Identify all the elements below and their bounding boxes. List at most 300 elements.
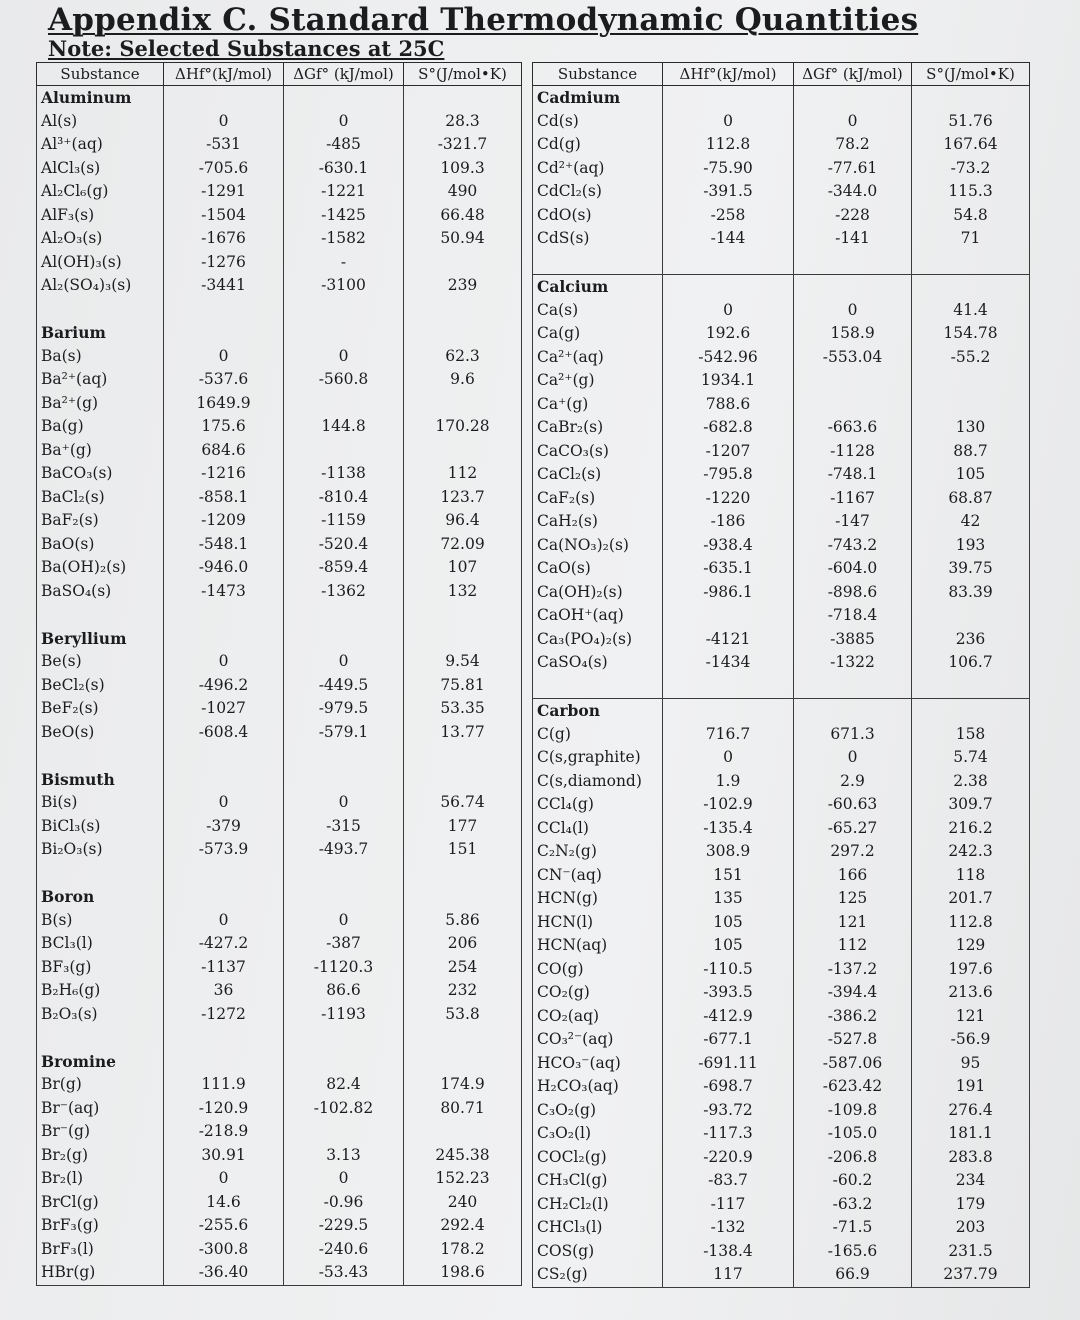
table-header-row xyxy=(533,63,1030,86)
substance-cell: Ca(s) xyxy=(533,299,663,323)
entropy-cell: -55.2 xyxy=(912,346,1030,370)
enthalpy-cell: -120.9 xyxy=(164,1097,284,1121)
enthalpy-cell xyxy=(164,1026,284,1050)
substance-cell: AlF₃(s) xyxy=(37,204,164,228)
entropy-cell: 28.3 xyxy=(404,110,522,134)
enthalpy-cell: -1216 xyxy=(164,462,284,486)
gibbs-cell: -449.5 xyxy=(284,674,404,698)
gibbs-cell xyxy=(794,393,912,417)
enthalpy-cell: -1220 xyxy=(663,487,794,511)
entropy-cell: 174.9 xyxy=(404,1073,522,1097)
table-row xyxy=(533,299,1030,323)
table-row xyxy=(37,1144,522,1168)
enthalpy-cell: -144 xyxy=(663,227,794,251)
table-row xyxy=(37,533,522,557)
enthalpy-cell: -83.7 xyxy=(663,1169,794,1193)
entropy-cell: 66.48 xyxy=(404,204,522,228)
table-row xyxy=(37,744,522,768)
entropy-cell: 177 xyxy=(404,815,522,839)
enthalpy-cell: 105 xyxy=(663,911,794,935)
gibbs-cell: -71.5 xyxy=(794,1216,912,1240)
entropy-cell xyxy=(912,675,1030,699)
table-row xyxy=(533,133,1030,157)
gibbs-cell: -718.4 xyxy=(794,604,912,628)
gibbs-cell: -315 xyxy=(284,815,404,839)
entropy-cell: 170.28 xyxy=(404,415,522,439)
table-row xyxy=(533,1240,1030,1264)
entropy-cell xyxy=(404,603,522,627)
substance-cell: CCl₄(g) xyxy=(533,793,663,817)
substance-cell: Ba(g) xyxy=(37,415,164,439)
enthalpy-cell: -677.1 xyxy=(663,1028,794,1052)
enthalpy-cell: 117 xyxy=(663,1263,794,1287)
table-row xyxy=(37,721,522,745)
gibbs-cell: -77.61 xyxy=(794,157,912,181)
table-row xyxy=(533,793,1030,817)
entropy-cell xyxy=(404,1050,522,1074)
table-row xyxy=(37,956,522,980)
substance-cell: Bi₂O₃(s) xyxy=(37,838,164,862)
entropy-cell: 96.4 xyxy=(404,509,522,533)
entropy-cell: 68.87 xyxy=(912,487,1030,511)
gibbs-cell: 671.3 xyxy=(794,723,912,747)
enthalpy-cell: -858.1 xyxy=(164,486,284,510)
substance-cell: BrF₃(l) xyxy=(37,1238,164,1262)
entropy-cell xyxy=(912,604,1030,628)
table-row xyxy=(37,791,522,815)
enthalpy-cell: 151 xyxy=(663,864,794,888)
gibbs-cell xyxy=(794,251,912,275)
substance-cell xyxy=(37,744,164,768)
table-row xyxy=(533,1075,1030,1099)
entropy-cell: 41.4 xyxy=(912,299,1030,323)
entropy-cell: 5.74 xyxy=(912,746,1030,770)
enthalpy-cell: -75.90 xyxy=(663,157,794,181)
substance-cell: C₃O₂(l) xyxy=(533,1122,663,1146)
table-row xyxy=(37,1167,522,1191)
enthalpy-cell: -986.1 xyxy=(663,581,794,605)
enthalpy-cell xyxy=(164,768,284,792)
substance-cell: Al³⁺(aq) xyxy=(37,133,164,157)
table-row xyxy=(533,1028,1030,1052)
table-row xyxy=(533,651,1030,675)
col-entropy: S°(J/mol•K) xyxy=(404,63,522,86)
entropy-cell xyxy=(912,251,1030,275)
gibbs-cell: -979.5 xyxy=(284,697,404,721)
table-row xyxy=(37,1238,522,1262)
enthalpy-cell: 14.6 xyxy=(164,1191,284,1215)
substance-cell: BrCl(g) xyxy=(37,1191,164,1215)
gibbs-cell xyxy=(794,275,912,299)
gibbs-cell: -1322 xyxy=(794,651,912,675)
enthalpy-cell: -705.6 xyxy=(164,157,284,181)
entropy-cell xyxy=(912,393,1030,417)
entropy-cell xyxy=(404,439,522,463)
substance-cell: Ca(NO₃)₂(s) xyxy=(533,534,663,558)
entropy-cell: 130 xyxy=(912,416,1030,440)
table-row xyxy=(533,369,1030,393)
substance-cell: Bismuth xyxy=(37,768,164,792)
enthalpy-cell: -795.8 xyxy=(663,463,794,487)
table-row xyxy=(37,1120,522,1144)
substance-cell: BrF₃(g) xyxy=(37,1214,164,1238)
gibbs-cell xyxy=(284,1026,404,1050)
gibbs-cell xyxy=(284,1050,404,1074)
substance-cell: BaSO₄(s) xyxy=(37,580,164,604)
gibbs-cell: -587.06 xyxy=(794,1052,912,1076)
entropy-cell: 121 xyxy=(912,1005,1030,1029)
gibbs-cell: 166 xyxy=(794,864,912,888)
col-gibbs: ΔGf° (kJ/mol) xyxy=(794,63,912,86)
entropy-cell: 167.64 xyxy=(912,133,1030,157)
enthalpy-cell xyxy=(164,86,284,110)
enthalpy-cell: -138.4 xyxy=(663,1240,794,1264)
gibbs-cell xyxy=(284,392,404,416)
substance-cell: BaO(s) xyxy=(37,533,164,557)
substance-cell: Br(g) xyxy=(37,1073,164,1097)
enthalpy-cell: 112.8 xyxy=(663,133,794,157)
table-row xyxy=(37,251,522,275)
enthalpy-cell: -93.72 xyxy=(663,1099,794,1123)
gibbs-cell: -604.0 xyxy=(794,557,912,581)
table-row xyxy=(37,462,522,486)
substance-cell: CdO(s) xyxy=(533,204,663,228)
entropy-cell: 129 xyxy=(912,934,1030,958)
entropy-cell: 158 xyxy=(912,723,1030,747)
gibbs-cell: 0 xyxy=(794,110,912,134)
substance-cell xyxy=(37,298,164,322)
table-row xyxy=(533,534,1030,558)
enthalpy-cell: 684.6 xyxy=(164,439,284,463)
enthalpy-cell: -393.5 xyxy=(663,981,794,1005)
entropy-cell: 154.78 xyxy=(912,322,1030,346)
substance-cell xyxy=(533,675,663,699)
table-row xyxy=(533,887,1030,911)
table-row xyxy=(37,815,522,839)
entropy-cell: 237.79 xyxy=(912,1263,1030,1287)
entropy-cell: 106.7 xyxy=(912,651,1030,675)
entropy-cell xyxy=(404,885,522,909)
substance-cell: Ca(g) xyxy=(533,322,663,346)
table-row xyxy=(533,934,1030,958)
enthalpy-cell: -36.40 xyxy=(164,1261,284,1285)
substance-cell: CaSO₄(s) xyxy=(533,651,663,675)
gibbs-cell xyxy=(284,627,404,651)
table-row xyxy=(37,110,522,134)
enthalpy-cell: -1291 xyxy=(164,180,284,204)
table-row xyxy=(533,840,1030,864)
table-row xyxy=(533,180,1030,204)
entropy-cell xyxy=(404,627,522,651)
gibbs-cell: -520.4 xyxy=(284,533,404,557)
substance-cell: Al(OH)₃(s) xyxy=(37,251,164,275)
table-row xyxy=(533,1005,1030,1029)
gibbs-cell: 112 xyxy=(794,934,912,958)
entropy-cell: 118 xyxy=(912,864,1030,888)
gibbs-cell: 2.9 xyxy=(794,770,912,794)
enthalpy-cell xyxy=(663,251,794,275)
substance-cell: CaCO₃(s) xyxy=(533,440,663,464)
gibbs-cell: - xyxy=(284,251,404,275)
entropy-cell xyxy=(404,1120,522,1144)
gibbs-cell: -394.4 xyxy=(794,981,912,1005)
entropy-cell xyxy=(404,862,522,886)
gibbs-cell: -527.8 xyxy=(794,1028,912,1052)
entropy-cell: 9.6 xyxy=(404,368,522,392)
gibbs-cell xyxy=(284,321,404,345)
gibbs-cell: -53.43 xyxy=(284,1261,404,1285)
substance-cell: COS(g) xyxy=(533,1240,663,1264)
enthalpy-cell: -300.8 xyxy=(164,1238,284,1262)
gibbs-cell: 66.9 xyxy=(794,1263,912,1287)
gibbs-cell: -493.7 xyxy=(284,838,404,862)
table-row xyxy=(37,204,522,228)
enthalpy-cell: -1434 xyxy=(663,651,794,675)
entropy-cell: 72.09 xyxy=(404,533,522,557)
substance-cell: CaCl₂(s) xyxy=(533,463,663,487)
gibbs-cell xyxy=(284,439,404,463)
enthalpy-cell: -946.0 xyxy=(164,556,284,580)
entropy-cell xyxy=(404,392,522,416)
substance-cell: BaF₂(s) xyxy=(37,509,164,533)
gibbs-cell xyxy=(284,86,404,110)
substance-cell: CaF₂(s) xyxy=(533,487,663,511)
substance-cell: CH₃Cl(g) xyxy=(533,1169,663,1193)
gibbs-cell: 78.2 xyxy=(794,133,912,157)
gibbs-cell: -105.0 xyxy=(794,1122,912,1146)
enthalpy-cell xyxy=(164,1050,284,1074)
substance-cell: COCl₂(g) xyxy=(533,1146,663,1170)
entropy-cell: 178.2 xyxy=(404,1238,522,1262)
enthalpy-cell: -496.2 xyxy=(164,674,284,698)
substance-cell: BaCl₂(s) xyxy=(37,486,164,510)
enthalpy-cell: -1676 xyxy=(164,227,284,251)
substance-cell: Cd(g) xyxy=(533,133,663,157)
table-row xyxy=(533,770,1030,794)
gibbs-cell xyxy=(284,744,404,768)
enthalpy-cell: -117 xyxy=(663,1193,794,1217)
substance-cell xyxy=(37,603,164,627)
enthalpy-cell: -542.96 xyxy=(663,346,794,370)
gibbs-cell: 86.6 xyxy=(284,979,404,1003)
table-row xyxy=(533,1169,1030,1193)
enthalpy-cell: 0 xyxy=(164,650,284,674)
substance-cell: HCN(aq) xyxy=(533,934,663,958)
substance-cell: BaCO₃(s) xyxy=(37,462,164,486)
table-row xyxy=(37,227,522,251)
enthalpy-cell: -1272 xyxy=(164,1003,284,1027)
gibbs-cell: -623.42 xyxy=(794,1075,912,1099)
group-heading-row xyxy=(37,1050,522,1074)
gibbs-cell: -1159 xyxy=(284,509,404,533)
substance-cell: Al₂(SO₄)₃(s) xyxy=(37,274,164,298)
table-row xyxy=(533,981,1030,1005)
table-row xyxy=(37,1003,522,1027)
gibbs-cell xyxy=(794,699,912,723)
enthalpy-cell: -427.2 xyxy=(164,932,284,956)
entropy-cell: 50.94 xyxy=(404,227,522,251)
gibbs-cell: -748.1 xyxy=(794,463,912,487)
entropy-cell: 231.5 xyxy=(912,1240,1030,1264)
entropy-cell: 53.8 xyxy=(404,1003,522,1027)
entropy-cell: 107 xyxy=(404,556,522,580)
table-row xyxy=(37,133,522,157)
substance-cell: BeO(s) xyxy=(37,721,164,745)
table-row xyxy=(533,251,1030,275)
gibbs-cell: 0 xyxy=(284,110,404,134)
gibbs-cell: -560.8 xyxy=(284,368,404,392)
enthalpy-cell: -4121 xyxy=(663,628,794,652)
enthalpy-cell: -117.3 xyxy=(663,1122,794,1146)
gibbs-cell: 125 xyxy=(794,887,912,911)
table-row xyxy=(37,580,522,604)
substance-cell: CaO(s) xyxy=(533,557,663,581)
entropy-cell: 198.6 xyxy=(404,1261,522,1285)
group-heading-row xyxy=(37,768,522,792)
gibbs-cell: -240.6 xyxy=(284,1238,404,1262)
substance-cell: CN⁻(aq) xyxy=(533,864,663,888)
substance-cell: Aluminum xyxy=(37,86,164,110)
entropy-cell: 292.4 xyxy=(404,1214,522,1238)
enthalpy-cell: -573.9 xyxy=(164,838,284,862)
table-row xyxy=(533,1122,1030,1146)
table-row xyxy=(37,415,522,439)
entropy-cell: -321.7 xyxy=(404,133,522,157)
entropy-cell: 42 xyxy=(912,510,1030,534)
entropy-cell: 9.54 xyxy=(404,650,522,674)
substance-cell: CaBr₂(s) xyxy=(533,416,663,440)
substance-cell: CH₂Cl₂(l) xyxy=(533,1193,663,1217)
table-row xyxy=(533,204,1030,228)
substance-cell: HCN(g) xyxy=(533,887,663,911)
col-enthalpy: ΔHf°(kJ/mol) xyxy=(164,63,284,86)
substance-cell: Barium xyxy=(37,321,164,345)
enthalpy-cell: 192.6 xyxy=(663,322,794,346)
substance-cell: Ca(OH)₂(s) xyxy=(533,581,663,605)
enthalpy-cell: -1209 xyxy=(164,509,284,533)
table-row xyxy=(37,180,522,204)
entropy-cell: 236 xyxy=(912,628,1030,652)
enthalpy-cell: -608.4 xyxy=(164,721,284,745)
table-row xyxy=(533,463,1030,487)
entropy-cell: -73.2 xyxy=(912,157,1030,181)
entropy-cell: 83.39 xyxy=(912,581,1030,605)
substance-cell: BeCl₂(s) xyxy=(37,674,164,698)
gibbs-cell xyxy=(284,862,404,886)
enthalpy-cell: -258 xyxy=(663,204,794,228)
enthalpy-cell: -1207 xyxy=(663,440,794,464)
substance-cell: Bi(s) xyxy=(37,791,164,815)
enthalpy-cell: -938.4 xyxy=(663,534,794,558)
entropy-cell: 245.38 xyxy=(404,1144,522,1168)
table-row xyxy=(533,416,1030,440)
col-substance: Substance xyxy=(37,63,164,86)
gibbs-cell: -553.04 xyxy=(794,346,912,370)
gibbs-cell: 0 xyxy=(284,909,404,933)
entropy-cell: 191 xyxy=(912,1075,1030,1099)
substance-cell xyxy=(37,862,164,886)
page-note: Note: Selected Substances at 25C xyxy=(48,36,445,61)
gibbs-cell: -344.0 xyxy=(794,180,912,204)
gibbs-cell xyxy=(794,675,912,699)
gibbs-cell: -147 xyxy=(794,510,912,534)
enthalpy-cell: 0 xyxy=(663,746,794,770)
substance-cell: H₂CO₃(aq) xyxy=(533,1075,663,1099)
entropy-cell: 62.3 xyxy=(404,345,522,369)
gibbs-cell: -387 xyxy=(284,932,404,956)
entropy-cell xyxy=(404,744,522,768)
substance-cell: HBr(g) xyxy=(37,1261,164,1285)
table-row xyxy=(533,1216,1030,1240)
enthalpy-cell: -391.5 xyxy=(663,180,794,204)
enthalpy-cell: -379 xyxy=(164,815,284,839)
entropy-cell: 112.8 xyxy=(912,911,1030,935)
substance-cell: Ba²⁺(g) xyxy=(37,392,164,416)
entropy-cell: 123.7 xyxy=(404,486,522,510)
enthalpy-cell: 1649.9 xyxy=(164,392,284,416)
enthalpy-cell xyxy=(663,675,794,699)
substance-cell: CS₂(g) xyxy=(533,1263,663,1287)
substance-cell: CdCl₂(s) xyxy=(533,180,663,204)
gibbs-cell xyxy=(794,369,912,393)
enthalpy-cell xyxy=(663,86,794,110)
table-row xyxy=(37,157,522,181)
substance-cell: Ba²⁺(aq) xyxy=(37,368,164,392)
table-row xyxy=(533,1099,1030,1123)
entropy-cell: 115.3 xyxy=(912,180,1030,204)
thermo-table-right xyxy=(532,62,1030,1288)
substance-cell: Ba(s) xyxy=(37,345,164,369)
enthalpy-cell xyxy=(164,603,284,627)
gibbs-cell: -141 xyxy=(794,227,912,251)
table-row xyxy=(533,440,1030,464)
substance-cell: Ba⁺(g) xyxy=(37,439,164,463)
entropy-cell: 53.35 xyxy=(404,697,522,721)
table-row xyxy=(37,439,522,463)
enthalpy-cell: 135 xyxy=(663,887,794,911)
enthalpy-cell: -548.1 xyxy=(164,533,284,557)
substance-cell: AlCl₃(s) xyxy=(37,157,164,181)
substance-cell: Br₂(g) xyxy=(37,1144,164,1168)
entropy-cell: 109.3 xyxy=(404,157,522,181)
substance-cell: Cd²⁺(aq) xyxy=(533,157,663,181)
gibbs-cell: -165.6 xyxy=(794,1240,912,1264)
entropy-cell: 51.76 xyxy=(912,110,1030,134)
table-row xyxy=(533,911,1030,935)
group-heading-row xyxy=(37,86,522,110)
enthalpy-cell: 0 xyxy=(164,110,284,134)
enthalpy-cell: -102.9 xyxy=(663,793,794,817)
enthalpy-cell: -1027 xyxy=(164,697,284,721)
substance-cell: B₂O₃(s) xyxy=(37,1003,164,1027)
entropy-cell: 309.7 xyxy=(912,793,1030,817)
group-heading-row xyxy=(37,885,522,909)
gibbs-cell xyxy=(284,298,404,322)
enthalpy-cell: 716.7 xyxy=(663,723,794,747)
table-row xyxy=(37,509,522,533)
enthalpy-cell: 0 xyxy=(164,1167,284,1191)
substance-cell: HCO₃⁻(aq) xyxy=(533,1052,663,1076)
group-heading-row xyxy=(533,86,1030,110)
entropy-cell: 240 xyxy=(404,1191,522,1215)
table-row xyxy=(37,345,522,369)
enthalpy-cell: -3441 xyxy=(164,274,284,298)
table-row xyxy=(37,556,522,580)
entropy-cell: 181.1 xyxy=(912,1122,1030,1146)
enthalpy-cell xyxy=(663,699,794,723)
substance-cell: Ca₃(PO₄)₂(s) xyxy=(533,628,663,652)
enthalpy-cell xyxy=(663,275,794,299)
